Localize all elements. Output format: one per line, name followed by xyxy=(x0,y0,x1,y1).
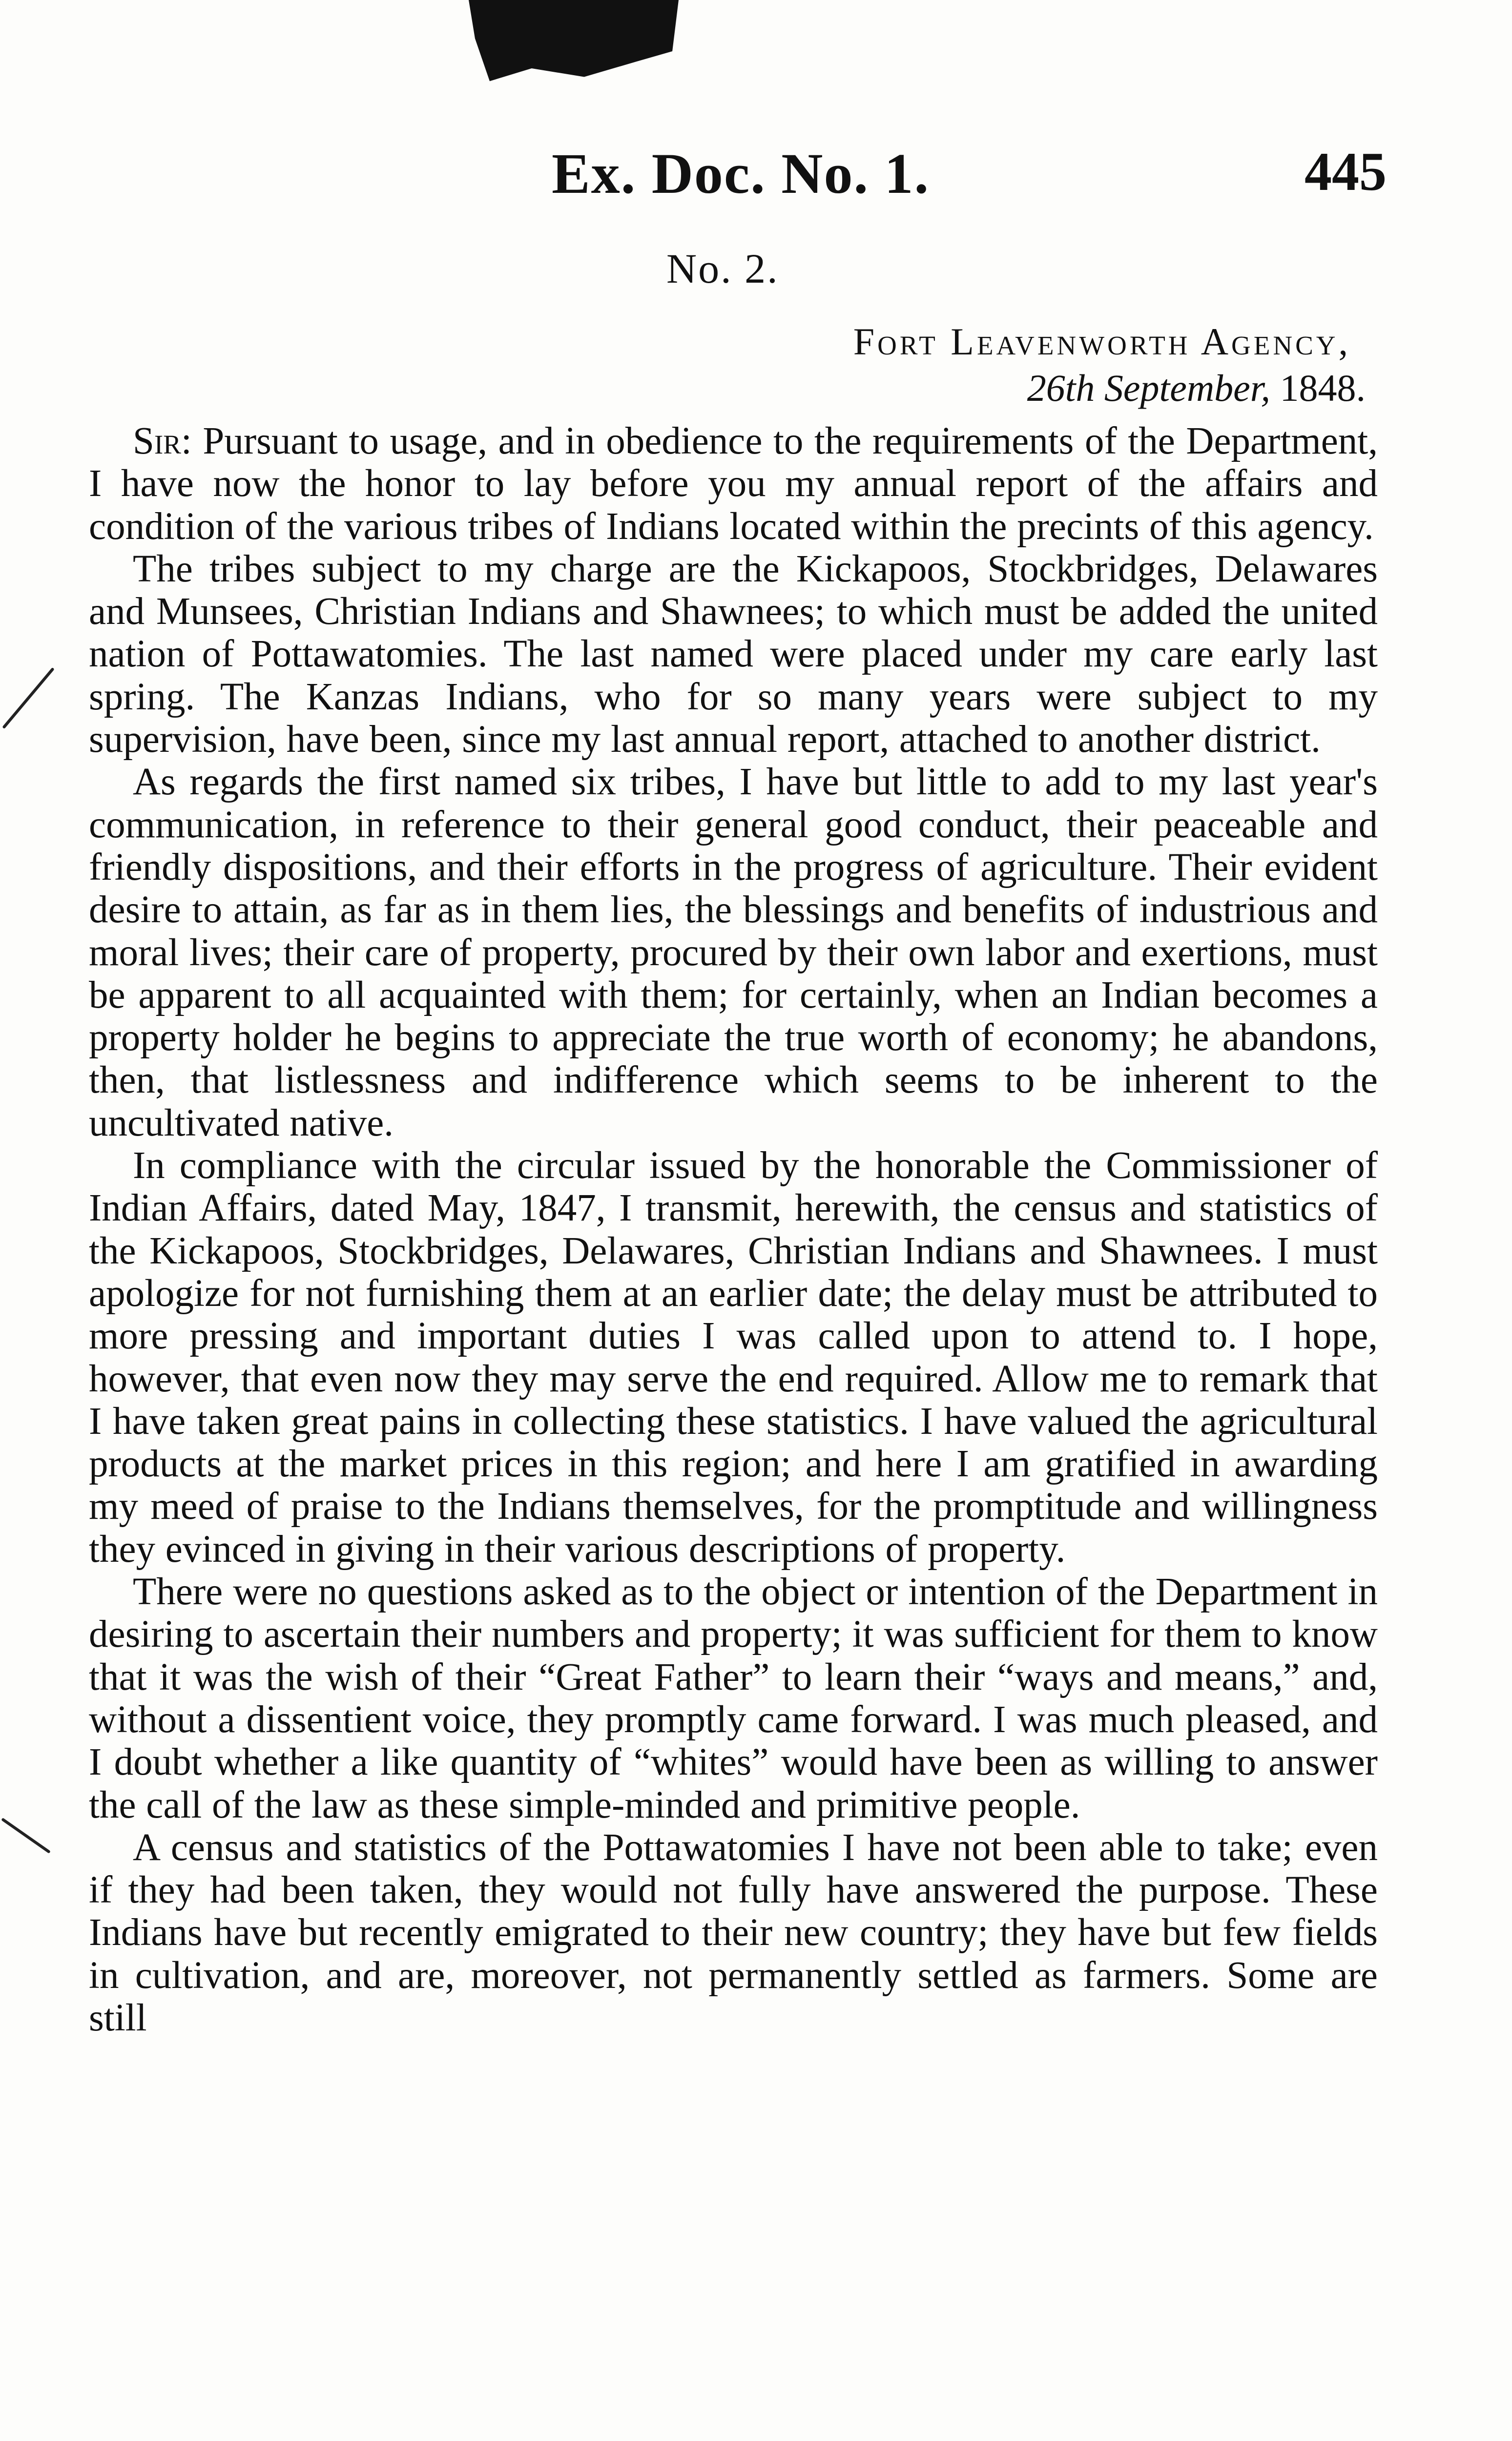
page-number: 445 xyxy=(1305,142,1387,202)
margin-mark xyxy=(2,667,54,729)
running-head: Ex. Doc. No. 1. xyxy=(552,142,930,206)
letter-date-year: 1848. xyxy=(1270,367,1366,409)
letter-date xyxy=(1027,366,1366,410)
paragraph-3: As regards the first named six tribes, I have but little to add to my last year's communication, in reference to their general good conduct, their peaceable and friendly dispositions, and their efforts in the progress of agriculture. Their evident desire to attain, as far as in them lies, the blessings and benefits of industrious and moral lives; their care of property, procured by their own labor and exertions, must be apparent to all acquainted with them; for certainly, when an Indian becomes a property holder he begins to appreciate the true worth of economy; he abandons, then, that listlessness and indifference which seems to be inherent to the uncultivated native. xyxy=(89,761,1378,1144)
page-header xyxy=(552,141,1387,214)
paragraph-1 xyxy=(89,420,1378,548)
paragraph-4: In compliance with the circular issued by the honorable the Commissioner of Indian Affairs, dated May, 1847, I transmit, herewith, the census and statistics of the Kickapoos, Stockbridges, Delawares, Christian Indians and Shawnees. I must apologize for not furnishing them at an earlier date; the delay must be attributed to more pressing and important duties I was called upon to attend to. I hope, however, that even now they may serve the end required. Allow me to remark that I have taken great pains in collecting these statistics. I have valued the agricultural products at the market prices in this region; and here I am gratified in awarding my meed of praise to the Indians themselves, for the promptitude and willingness they evinced in giving in their various descriptions of property. xyxy=(89,1144,1378,1571)
paragraph-1-text: Pursuant to usage, and in obedience to the requirements of the Department, I have now the honor to lay before you my annual report of the affairs and condition of the various tribes of Indians located within the precints of this agency. xyxy=(89,420,1378,548)
paragraph-2: The tribes subject to my charge are the Kickapoos, Stockbridges, Delawares and Munsees, Christian Indians and Shawnees; to which must be added the united nation of Pottawatomies. The last named were placed under my care early last spring. The Kanzas Indians, who for so many years were subject to my supervision, have been, since my last annual report, attached to another district. xyxy=(89,547,1378,761)
paragraph-5: There were no questions asked as to the object or intention of the Department in desiring to ascertain their numbers and property; it was sufficient for them to know that it was the wish of their “Great Father” to learn their “ways and means,” and, without a dissentient voice, they promptly came forward. I was much pleased, and I doubt whether a like quantity of “whites” would have been as willing to answer the call of the law as these simple-minded and primitive people. xyxy=(89,1571,1378,1826)
document-number: No. 2. xyxy=(666,245,779,292)
letter-body xyxy=(89,420,1378,2039)
letter-date-day: 26th September, xyxy=(1027,367,1270,409)
paragraph-6: A census and statistics of the Pottawatomies I have not been able to take; even if they had been taken, they would not fully have answered the purpose. These Indians have but recently emigrated to their new country; they have but few fields in cultivation, and are, moreover, not permanently settled as farmers. Some are still xyxy=(89,1826,1378,2039)
margin-mark xyxy=(1,1818,51,1854)
salutation: Sir: xyxy=(133,420,192,462)
ink-blot xyxy=(469,0,679,85)
letter-place: Fort Leavenworth Agency, xyxy=(853,320,1351,363)
